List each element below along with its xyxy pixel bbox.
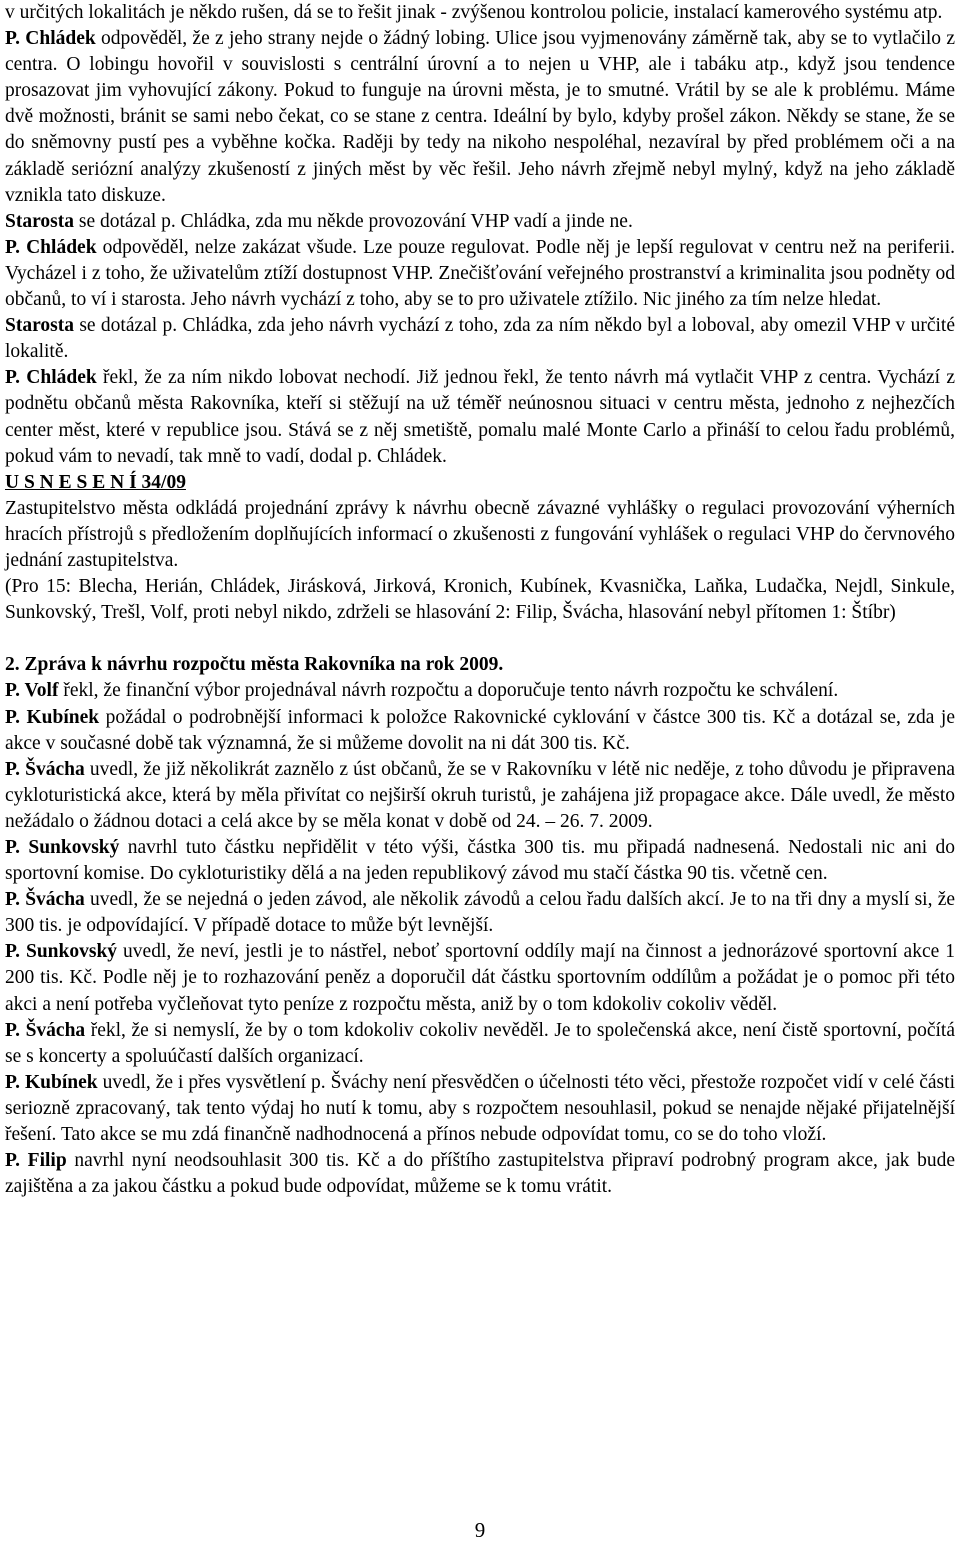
paragraph: [5, 313, 955, 365]
speaker-name: P. Chládek: [5, 236, 97, 258]
paragraph-text: řekl, že finanční výbor projednával návrh rozpočtu a doporučuje tento návrh rozpočtu ke schválení.: [58, 680, 839, 702]
section-heading: [5, 652, 955, 678]
paragraph-text: (Pro 15: Blecha, Herián, Chládek, Jirásková, Jirková, Kronich, Kubínek, Kvasnička, Laňka, Ludačka, Nejdl, Sinkule, Sunkovský, Trešl, Volf, proti nebyl nikdo, zdrželi se hlasování 2: Filip, Švácha, hlasování nebyl přítomen 1: Štíbr): [5, 576, 955, 624]
paragraph: [5, 235, 955, 313]
paragraph-text: v určitých lokalitách je někdo rušen, dá se to řešit jinak - zvýšenou kontrolou policie, instalací kamerového systému atp.: [5, 2, 943, 23]
paragraph-spacer: [5, 626, 955, 652]
paragraph-text: navrhl tuto částku nepřidělit v této výši, částka 300 tis. mu připadá nadnesená. Nedostali nic ani do sportovní komise. Do cykloturistiky dělá a na jeden republikový závod mu stačí částka 90 tis. včetně cen.: [5, 837, 955, 885]
speaker-name: P. Chládek: [5, 28, 96, 50]
speaker-name: P. Švácha: [5, 889, 85, 911]
paragraph-text: řekl, že si nemyslí, že by o tom kdokoliv cokoliv nevěděl. Je to společenská akce, není čistě sportovní, počítá se s koncerty a spoluúčastí dalších organizací.: [5, 1019, 956, 1067]
paragraph: [5, 1070, 955, 1148]
paragraph-text: se dotázal p. Chládka, zda jeho návrh vychází z toho, zda za ním někdo byl a loboval, aby omezil VHP v určité lokalitě.: [5, 315, 955, 363]
paragraph: [5, 496, 955, 574]
speaker-name: P. Chládek: [5, 367, 97, 389]
paragraph-text: Zastupitelstvo města odkládá projednání zprávy k návrhu obecně závazné vyhlášky o regulaci provozování výherních hracích přístrojů s předložením doplňujících informací o zkušenosti z fungování vyhlášek o regulaci VHP do červnového jednání zastupitelstva.: [5, 497, 955, 571]
paragraph: [5, 0, 955, 26]
paragraph-text: se dotázal p. Chládka, zda mu někde provozování VHP vadí a jinde ne.: [73, 210, 633, 232]
paragraph: [5, 1148, 955, 1200]
speaker-name: Starosta: [5, 315, 74, 337]
paragraph: [5, 887, 955, 939]
paragraph: [5, 1018, 955, 1070]
speaker-name: P. Kubínek: [5, 706, 100, 728]
paragraph-text: odpověděl, nelze zakázat všude. Lze pouze regulovat. Podle něj je lepší regulovat v centru než na periferii. Vycházel i z toho, že uživatelům ztíží dostupnost VHP. Znečišťování veřejného prostranství a kriminalita jsou podněty od občanů, to ví i starosta. Jeho návrh vychází z toho, aby se to pro uživatele ztížilo. Nic jiného za tím nelze hledat.: [5, 236, 956, 311]
speaker-name: P. Sunkovský: [5, 837, 120, 858]
paragraph-text: U S N E S E N Í 34/09: [5, 471, 186, 493]
speaker-name: P. Švácha: [5, 1019, 86, 1041]
paragraph: [5, 574, 955, 626]
paragraph: [5, 678, 955, 704]
paragraph-text: uvedl, že již několikrát zaznělo z úst občanů, že se v Rakovníku v létě nic neděje, z toho důvodu je připravena cykloturistická akce, která by měla přivítat co nejširší okruh turistů, je zahájena již propagace akce. Dále uvedl, že město nežádalo o žádnou dotaci a celá akce by se měla konat v době od 24. – 26. 7. 2009.: [5, 758, 955, 832]
speaker-name: Starosta: [5, 210, 74, 232]
speaker-name: P. Sunkovský: [5, 941, 118, 963]
resolution-heading: [5, 470, 955, 496]
speaker-name: P. Švácha: [5, 758, 85, 780]
paragraph: [5, 209, 955, 235]
speaker-name: P. Filip: [5, 1150, 67, 1172]
paragraph-text: 2. Zpráva k návrhu rozpočtu města Rakovníka na rok 2009.: [5, 654, 504, 676]
paragraph: [5, 26, 955, 209]
paragraph: [5, 939, 955, 1017]
paragraph: [5, 705, 955, 757]
document-page: [5, 0, 955, 1200]
paragraph-text: odpověděl, že z jeho strany nejde o žádný lobing. Ulice jsou vyjmenovány záměrně tak, aby se to vytlačilo z centra. O lobingu hovořil v souvislosti s centrální úrovní a to nejen u VHP, ale i tabáku atp., když jsou tendence prosazovat jim vyhovující zákony. Pokud to funguje na úrovni města, je to smutné. Vrátil by se ale k problému. Máme dvě možnosti, bránit se sami nebo čekat, co se stane z centra. Ideální by bylo, kdyby prošel zákon. Někdy se stane, že se do sněmovny pustí pes a vyběhne kočka. Raději by tedy na nikoho nespoléhal, nezavíral by před problémem oči a na základě seriózní analýzy zkušeností z jiných měst by věc řešil. Jeho návrh zřejmě nebyl mylný, když na jeho základě vznikla tato diskuze.: [5, 28, 955, 206]
paragraph: [5, 835, 955, 887]
paragraph: [5, 757, 955, 835]
speaker-name: P. Kubínek: [5, 1071, 98, 1093]
page-number: 9: [474, 1518, 486, 1542]
paragraph-text: uvedl, že se nejedná o jeden závod, ale několik závodů a celou řadu dalších akcí. Je to na tři dny a myslí si, že 300 tis. je odpovídající. V případě dotace to může být levnější.: [5, 889, 956, 937]
paragraph-text: uvedl, že neví, jestli je to nástřel, neboť sportovní oddíly mají na činnost a jednorázové sportovní akce 1 200 tis. Kč. Podle něj je to rozhazování peněz a doporučil dát částku sportovním oddílům a požádat je o pomoc při této akci a není potřeba vyčleňovat tyto peníze z rozpočtu města, aniž by o tom kdokoliv cokoliv věděl.: [5, 941, 956, 1015]
paragraph-text: řekl, že za ním nikdo lobovat nechodí. Již jednou řekl, že tento návrh má vytlačit VHP z centra. Vychází z podnětu občanů města Rakovníka, kteří si stěžují na už téměř neúnosnou situaci v centru města, jednoho z nejhezčích center měst, které v republice jsou. Stává se z něj smetiště, pomalu malé Monte Carlo a přináší to celou řadu problémů, pokud vám to nevadí, tak mně to vadí, dodal p. Chládek.: [5, 367, 955, 467]
paragraph: [5, 365, 955, 469]
speaker-name: P. Volf: [5, 680, 59, 702]
paragraph-text: navrhl nyní neodsouhlasit 300 tis. Kč a do příštího zastupitelstva připraví podrobný program akce, jak bude zajištěna a za jakou částku a pokud bude odpovídat, můžeme se k tomu vrátit.: [5, 1150, 955, 1198]
paragraph-text: požádal o podrobnější informaci k položce Rakovnické cyklování v částce 300 tis. Kč a dotázal se, zda je akce v současné době tak významná, že si můžeme dovolit na ni dát 300 tis. Kč.: [5, 706, 955, 754]
paragraph-text: uvedl, že i přes vysvětlení p. Šváchy není přesvědčen o účelnosti této věci, přestože rozpočet vidí v celé části seriozně zpracovaný, tak tento výdaj ho nutí k tomu, aby s rozpočtem nesouhlasil, pokud se nenajde nějaké přijatelnější řešení. Tato akce se mu zdá finančně nadhodnocená a přínos nebude odpovídat tomu, co se do toho vloží.: [5, 1071, 955, 1146]
